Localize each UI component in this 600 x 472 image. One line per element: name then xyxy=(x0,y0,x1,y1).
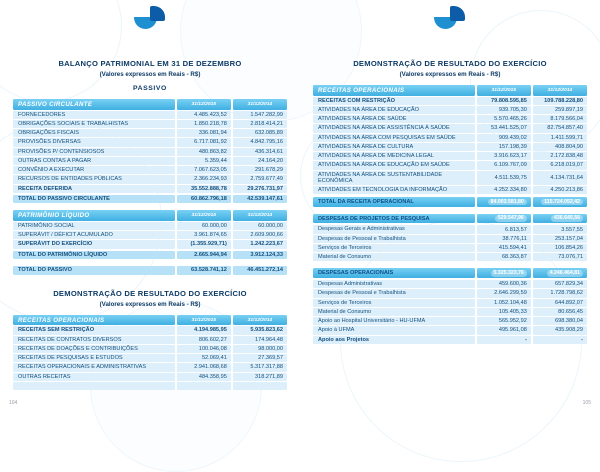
table-row xyxy=(13,222,287,230)
row-label: Despesas Gerais e Administrativas xyxy=(313,225,475,233)
row-value-2015: 1.052.104,48 xyxy=(477,299,531,307)
table-row xyxy=(313,289,587,297)
table-row xyxy=(313,336,587,344)
table-row xyxy=(13,231,287,239)
table-row xyxy=(313,124,587,132)
row-value-2014: 27.369,57 xyxy=(233,354,287,362)
table-row xyxy=(13,129,287,137)
row-label: CONVÊNIO A EXECUTAR xyxy=(13,166,175,174)
page-title: DEMONSTRAÇÃO DE RESULTADO DO EXERCÍCIO xyxy=(353,59,547,68)
row-value-2014: 435.908,29 xyxy=(533,326,587,334)
table-row xyxy=(13,336,287,344)
table-title: PASSIVO CIRCULANTE xyxy=(13,99,175,110)
row-value-2015 xyxy=(477,197,531,207)
row-value-2014 xyxy=(533,197,587,207)
row-value-2014: 5.935.823,62 xyxy=(233,326,287,334)
table-row xyxy=(313,152,587,160)
row-value-2015: 484.358,95 xyxy=(177,373,231,381)
row-value-2015: 2.941.068,68 xyxy=(177,363,231,371)
row-value-2014: 98.000,00 xyxy=(233,345,287,353)
table-despesas-operacionais xyxy=(313,268,587,343)
table-row xyxy=(313,106,587,114)
logo-quarter-square xyxy=(450,6,465,21)
row-value-2015: 63.528.741,12 xyxy=(177,266,231,275)
row-label: RECEITAS DE CONTRATOS DIVERSOS xyxy=(13,336,175,344)
table-row xyxy=(13,326,287,334)
row-value-2014: 42.539.147,61 xyxy=(233,195,287,204)
table-row xyxy=(313,161,587,169)
value-pill: 115.724.052,42 xyxy=(541,199,583,206)
row-label: FORNECEDORES xyxy=(13,111,175,119)
row-value-2015: 100.046,08 xyxy=(177,345,231,353)
value-pill: 436.645,56 xyxy=(551,215,583,222)
row-value-2015: 806.602,27 xyxy=(177,336,231,344)
table-row xyxy=(13,111,287,119)
row-value-2014: 60.000,00 xyxy=(233,222,287,230)
row-value-2014: 2.609.900,66 xyxy=(233,231,287,239)
table-row xyxy=(313,225,587,233)
row-label: PATRIMÔNIO SOCIAL xyxy=(13,222,175,230)
row-label: Despesas Administrativas xyxy=(313,280,475,288)
pie-chart-logo-icon xyxy=(434,5,466,32)
row-value-2015: 38.776,11 xyxy=(477,235,531,243)
column-header-2015: 31/12/2015 xyxy=(177,210,231,221)
row-value-2014: - xyxy=(533,336,587,344)
row-value-2015: 459.600,36 xyxy=(477,280,531,288)
column-header-2014: 31/12/2014 xyxy=(533,85,587,96)
row-label: OUTRAS CONTAS A PAGAR xyxy=(13,157,175,165)
section-label-passivo: PASSIVO xyxy=(133,85,167,92)
table-row xyxy=(13,175,287,183)
row-label: OUTRAS RECEITAS xyxy=(13,373,175,381)
row-label: TOTAL DO PASSIVO xyxy=(13,266,175,275)
row-value-2014: 436.314,61 xyxy=(233,148,287,156)
row-value-2014: 253.157,04 xyxy=(533,235,587,243)
table-row xyxy=(313,197,587,207)
table-despesas-projetos-pesquisa xyxy=(313,214,587,262)
row-value-2015: 5.359,44 xyxy=(177,157,231,165)
row-value-2015: 68.363,87 xyxy=(477,253,531,261)
row-label: ATIVIDADES NA ÁREA DE CULTURA xyxy=(313,143,475,151)
table-row xyxy=(13,240,287,248)
row-label: PROVISÕES P/ CONTENSIOSOS xyxy=(13,148,175,156)
column-header-2015: 31/12/2015 xyxy=(177,315,231,326)
row-label: Despesas de Pessoal e Trabalhista xyxy=(313,289,475,297)
table-row xyxy=(313,143,587,151)
row-value-2014: 29.276.731,97 xyxy=(233,185,287,193)
row-value-2014: 4.134.731,64 xyxy=(533,171,587,186)
column-header-2014: 31/12/2014 xyxy=(233,99,287,110)
row-label: Serviços de Terceiros xyxy=(313,244,475,252)
row-label: DESPESAS DE PROJETOS DE PESQUISA xyxy=(313,214,475,224)
row-value-2014: 109.788.228,80 xyxy=(533,97,587,105)
row-value-2015: 7.067.623,05 xyxy=(177,166,231,174)
row-value-2014: 1.547.282,99 xyxy=(233,111,287,119)
row-label: PROVISÕES DIVERSAS xyxy=(13,138,175,146)
row-value-2015: 480.863,82 xyxy=(177,148,231,156)
table-row xyxy=(13,354,287,362)
column-header-2015: 31/12/2015 xyxy=(477,85,531,96)
table-receitas-sem-restricao xyxy=(13,315,287,390)
row-label: TOTAL DO PATRIMÔNIO LÍQUIDO xyxy=(13,251,175,260)
row-value-2015: 2.665.944,94 xyxy=(177,251,231,260)
row-value-2015: 79.808.595,85 xyxy=(477,97,531,105)
table-row xyxy=(13,138,287,146)
row-value-2015: 53.441.525,07 xyxy=(477,124,531,132)
row-value-2014: 5.317.317,88 xyxy=(233,363,287,371)
pie-chart-logo-icon xyxy=(134,5,166,32)
row-label: ATIVIDADES NA ÁREA DE MEDICINA LEGAL xyxy=(313,152,475,160)
column-header-2014: 31/12/2014 xyxy=(233,315,287,326)
table-header xyxy=(13,315,287,326)
column-header-2015: 31/12/2015 xyxy=(177,99,231,110)
row-value-2015: 1.850.218,78 xyxy=(177,120,231,128)
dre-subtitle: (Valores expressos em Reais - R$) xyxy=(99,300,201,308)
row-value-2015: 52.069,41 xyxy=(177,354,231,362)
row-value-2015: 909.439,02 xyxy=(477,134,531,142)
page-subtitle: (Valores expressos em Reais - R$) xyxy=(99,71,201,78)
row-value-2014: 2.172.838,48 xyxy=(533,152,587,160)
row-value-2014: 632.085,89 xyxy=(233,129,287,137)
row-value-2015: 6.109.767,09 xyxy=(477,161,531,169)
table-title: PATRIMÔNIO LÍQUIDO xyxy=(13,210,175,221)
row-value-2014: 24.164,20 xyxy=(233,157,287,165)
row-value-2014: 80.656,45 xyxy=(533,308,587,316)
row-value-2015: 157.198,39 xyxy=(477,143,531,151)
table-row xyxy=(313,299,587,307)
row-value-2014: 3.912.124,33 xyxy=(233,251,287,260)
row-label: TOTAL DA RECEITA OPERACIONAL xyxy=(313,197,475,207)
row-label: RECEITAS DE PESQUISAS E ESTUDOS xyxy=(13,354,175,362)
row-value-2014: 4.842.795,16 xyxy=(233,138,287,146)
row-value-2015: 2.646.299,59 xyxy=(477,289,531,297)
logo-quarter-square xyxy=(150,6,165,21)
row-value-2015: (1.355.929,71) xyxy=(177,240,231,248)
row-value-2015: 565.952,92 xyxy=(477,317,531,325)
table-row xyxy=(13,363,287,371)
table-patrimonio-liquido xyxy=(13,210,287,259)
row-value-2014: 657.829,34 xyxy=(533,280,587,288)
row-label: Apoio ao Hospital Universitário - HU-UFMA xyxy=(313,317,475,325)
row-value-2014: 6.218.019,07 xyxy=(533,161,587,169)
row-value-2015: 5.570.465,26 xyxy=(477,115,531,123)
row-value-2014: 106.854,26 xyxy=(533,244,587,252)
table-row xyxy=(13,266,287,275)
row-value-2015: 6.813,57 xyxy=(477,225,531,233)
row-label xyxy=(13,382,175,390)
row-value-2014: 8.179.566,04 xyxy=(533,115,587,123)
value-pill: 529.547,96 xyxy=(495,215,527,222)
table-row xyxy=(313,115,587,123)
row-label: Material de Consumo xyxy=(313,253,475,261)
row-value-2014: 318.271,89 xyxy=(233,373,287,381)
table-row xyxy=(13,120,287,128)
table-passivo-circulante xyxy=(13,99,287,203)
table-row xyxy=(313,268,587,278)
table-row xyxy=(313,214,587,224)
row-label: ATIVIDADES NA ÁREA DE SUSTENTABILIDADE ECONÔMICA xyxy=(313,171,475,186)
table-row xyxy=(313,134,587,142)
row-value-2014 xyxy=(533,214,587,224)
table-row xyxy=(13,251,287,260)
row-label: SUPERÁVIT / DÉFICIT ACUMULADO xyxy=(13,231,175,239)
row-value-2014: 291.678,29 xyxy=(233,166,287,174)
row-label: ATIVIDADES NA ÁREA DE EDUCAÇÃO xyxy=(313,106,475,114)
table-row xyxy=(13,195,287,204)
value-pill: 84.003.581,80 xyxy=(488,199,527,206)
row-label: RECEITAS SEM RESTRIÇÃO xyxy=(13,326,175,334)
row-value-2015: 4.252.334,80 xyxy=(477,186,531,194)
row-value-2014 xyxy=(533,268,587,278)
row-value-2015: 495.961,08 xyxy=(477,326,531,334)
table-row xyxy=(13,382,287,390)
row-label: OBRIGAÇÕES FISCAIS xyxy=(13,129,175,137)
row-label: Material de Consumo xyxy=(313,308,475,316)
table-header xyxy=(313,85,587,96)
row-label: OBRIGAÇÕES SOCIAIS E TRABALHISTAS xyxy=(13,120,175,128)
row-value-2014: 3.557,55 xyxy=(533,225,587,233)
row-value-2014: 1.242.223,67 xyxy=(233,240,287,248)
table-row xyxy=(313,244,587,252)
page-right xyxy=(300,0,600,416)
table-row xyxy=(313,280,587,288)
row-value-2014: 46.451.272,14 xyxy=(233,266,287,275)
row-value-2014 xyxy=(233,382,287,390)
page-title: BALANÇO PATRIMONIAL EM 31 DE DEZEMBRO xyxy=(58,59,242,68)
row-value-2015 xyxy=(477,268,531,278)
table-row xyxy=(313,317,587,325)
value-pill: 4.246.464,81 xyxy=(547,270,583,277)
table-total-passivo xyxy=(13,266,287,275)
row-label: ATIVIDADES NA ÁREA DE EDUCAÇÃO EM SAÚDE xyxy=(313,161,475,169)
table-header xyxy=(13,210,287,221)
table-receitas-operacionais xyxy=(313,85,587,207)
page-subtitle: (Valores expressos em Reais - R$) xyxy=(399,71,501,78)
page-number-right: 105 xyxy=(582,400,591,406)
table-header xyxy=(13,99,287,110)
row-value-2015: 3.916.623,17 xyxy=(477,152,531,160)
row-value-2015: 939.705,30 xyxy=(477,106,531,114)
row-label: ATIVIDADES NA ÁREA DE ASSISTÊNCIA À SAÚDE xyxy=(313,124,475,132)
row-label: RECEITAS COM RESTRIÇÃO xyxy=(313,97,475,105)
table-row xyxy=(313,186,587,194)
row-value-2014: 4.250.213,86 xyxy=(533,186,587,194)
row-label: Serviços de Terceiros xyxy=(313,299,475,307)
table-row xyxy=(13,185,287,193)
row-value-2015: 35.552.888,78 xyxy=(177,185,231,193)
row-value-2015 xyxy=(477,214,531,224)
value-pill: 5.325.323,76 xyxy=(491,270,527,277)
table-row xyxy=(13,373,287,381)
row-value-2015: 4.194.985,95 xyxy=(177,326,231,334)
row-value-2014: 259.897,19 xyxy=(533,106,587,114)
row-value-2015: 415.594,41 xyxy=(477,244,531,252)
row-label: Apoio aos Projetos xyxy=(313,336,475,344)
table-row xyxy=(313,326,587,334)
row-value-2015: 3.961.874,65 xyxy=(177,231,231,239)
row-value-2015: 4.511.539,75 xyxy=(477,171,531,186)
row-value-2014: 1.411.599,71 xyxy=(533,134,587,142)
row-value-2015: 2.366.234,93 xyxy=(177,175,231,183)
row-label: ATIVIDADES EM TECNOLOGIA DA INFORMAÇÃO xyxy=(313,186,475,194)
row-value-2015: 4.485.423,52 xyxy=(177,111,231,119)
row-value-2015: - xyxy=(477,336,531,344)
row-value-2014: 174.964,48 xyxy=(233,336,287,344)
row-value-2015: 336.081,94 xyxy=(177,129,231,137)
page-left xyxy=(0,0,300,416)
row-value-2014: 644.892,07 xyxy=(533,299,587,307)
row-label: ATIVIDADES NA ÁREA COM PESQUISAS EM SAÚDE xyxy=(313,134,475,142)
row-value-2014: 1.728.798,62 xyxy=(533,289,587,297)
row-label: RECEITAS OPERACIONAIS E ADMINISTRATIVAS xyxy=(13,363,175,371)
row-label: DESPESAS OPERACIONAIS xyxy=(313,268,475,278)
table-row xyxy=(13,166,287,174)
page-number-left: 104 xyxy=(9,400,18,406)
row-label: RECEITA DEFERIDA xyxy=(13,185,175,193)
row-label: RECEITAS DE DOAÇÕES E CONTRIBUIÇÕES xyxy=(13,345,175,353)
table-row xyxy=(313,171,587,186)
column-header-2014: 31/12/2014 xyxy=(233,210,287,221)
table-row xyxy=(313,308,587,316)
table-row xyxy=(313,253,587,261)
row-label: TOTAL DO PASSIVO CIRCULANTE xyxy=(13,195,175,204)
row-label: Despesas de Pessoal e Trabalhista xyxy=(313,235,475,243)
row-value-2015: 60.862.796,18 xyxy=(177,195,231,204)
row-value-2014: 408.804,90 xyxy=(533,143,587,151)
table-row xyxy=(313,97,587,105)
row-label: ATIVIDADES NA ÁREA DE SAÚDE xyxy=(313,115,475,123)
row-label: Apoio à UFMA xyxy=(313,326,475,334)
row-value-2014: 82.754.857,40 xyxy=(533,124,587,132)
row-value-2014: 698.380,04 xyxy=(533,317,587,325)
row-value-2015: 6.717.081,92 xyxy=(177,138,231,146)
table-row xyxy=(13,148,287,156)
row-value-2015 xyxy=(177,382,231,390)
row-value-2014: 73.076,71 xyxy=(533,253,587,261)
row-label: SUPERÁVIT DO EXERCÍCIO xyxy=(13,240,175,248)
row-value-2014: 2.759.677,49 xyxy=(233,175,287,183)
row-value-2015: 60.000,00 xyxy=(177,222,231,230)
row-value-2015: 105.405,33 xyxy=(477,308,531,316)
table-title: RECEITAS OPERACIONAIS xyxy=(313,85,475,96)
table-row xyxy=(13,345,287,353)
row-value-2014: 2.818.414,21 xyxy=(233,120,287,128)
table-row xyxy=(313,235,587,243)
row-label: RECURSOS DE ENTIDADES PÚBLICAS xyxy=(13,175,175,183)
table-title: RECEITAS OPERACIONAIS xyxy=(13,315,175,326)
table-row xyxy=(13,157,287,165)
dre-title: DEMONSTRAÇÃO DE RESULTADO DO EXERCÍCIO xyxy=(53,288,247,298)
